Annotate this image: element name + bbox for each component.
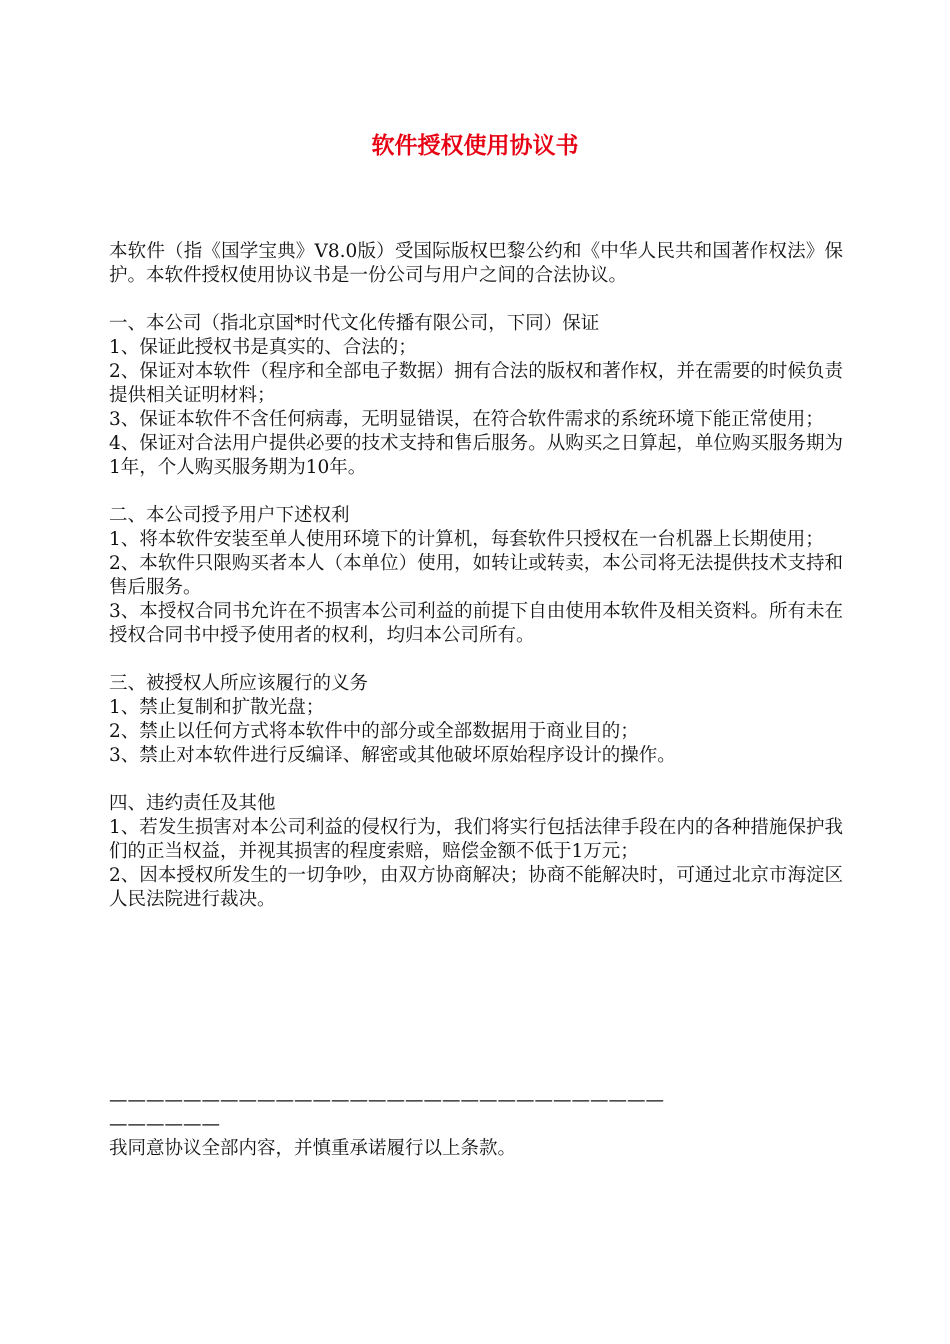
- section-item: 2、保证对本软件（程序和全部电子数据）拥有合法的版权和著作权，并在需要的时候负责提供相关证明材料；: [109, 361, 843, 406]
- section-heading: 四、违约责任及其他: [109, 793, 276, 814]
- agreement-statement: 我同意协议全部内容，并慎重承诺履行以上条款。: [109, 1138, 517, 1159]
- section-item: 2、因本授权所发生的一切争吵，由双方协商解决；协商不能解决时，可通过北京市海淀区人民法院进行裁决。: [109, 865, 843, 910]
- section-item: 1、将本软件安装至单人使用环境下的计算机，每套软件只授权在一台机器上长期使用；: [109, 529, 824, 550]
- section-heading: 三、被授权人所应该履行的义务: [109, 673, 369, 694]
- section-rights: [109, 504, 843, 648]
- section-item: 3、禁止对本软件进行反编译、解密或其他破坏原始程序设计的操作。: [109, 745, 676, 766]
- section-item: 2、禁止以任何方式将本软件中的部分或全部数据用于商业目的；: [109, 721, 639, 742]
- section-item: 3、保证本软件不含任何病毒，无明显错误，在符合软件需求的系统环境下能正常使用；: [109, 409, 824, 430]
- document-title: 软件授权使用协议书: [371, 133, 579, 159]
- section-heading: 一、本公司（指北京国*时代文化传播有限公司，下同）保证: [109, 313, 600, 334]
- section-item: 1、保证此授权书是真实的、合法的；: [109, 337, 417, 358]
- section-liability: [109, 792, 843, 912]
- signature-line: ——————————————————————————————: [109, 1090, 664, 1111]
- intro-paragraph: 本软件（指《国学宝典》V8.0版）受国际版权巴黎公约和《中华人民共和国著作权法》保护。本软件授权使用协议书是一份公司与用户之间的合法协议。: [109, 241, 843, 286]
- section-heading: 二、本公司授予用户下述权利: [109, 505, 350, 526]
- section-item: 2、本软件只限购买者本人（本单位）使用，如转让或转卖，本公司将无法提供技术支持和售后服务。: [109, 553, 843, 598]
- signature-line-continued: ——————: [109, 1114, 220, 1135]
- section-item: 1、若发生损害对本公司利益的侵权行为，我们将实行包括法律手段在内的各种措施保护我们的正当权益，并视其损害的程度索赔，赔偿金额不低于1万元；: [109, 817, 843, 862]
- section-guarantees: [109, 312, 843, 480]
- signature-block: [109, 1089, 843, 1161]
- section-item: 3、本授权合同书允许在不损害本公司利益的前提下自由使用本软件及相关资料。所有未在授权合同书中授予使用者的权利，均归本公司所有。: [109, 601, 843, 646]
- section-obligations: [109, 672, 843, 768]
- document-body: [109, 240, 843, 912]
- section-item: 1、禁止复制和扩散光盘；: [109, 697, 325, 718]
- section-item: 4、保证对合法用户提供必要的技术支持和售后服务。从购买之日算起，单位购买服务期为1年，个人购买服务期为10年。: [109, 433, 843, 478]
